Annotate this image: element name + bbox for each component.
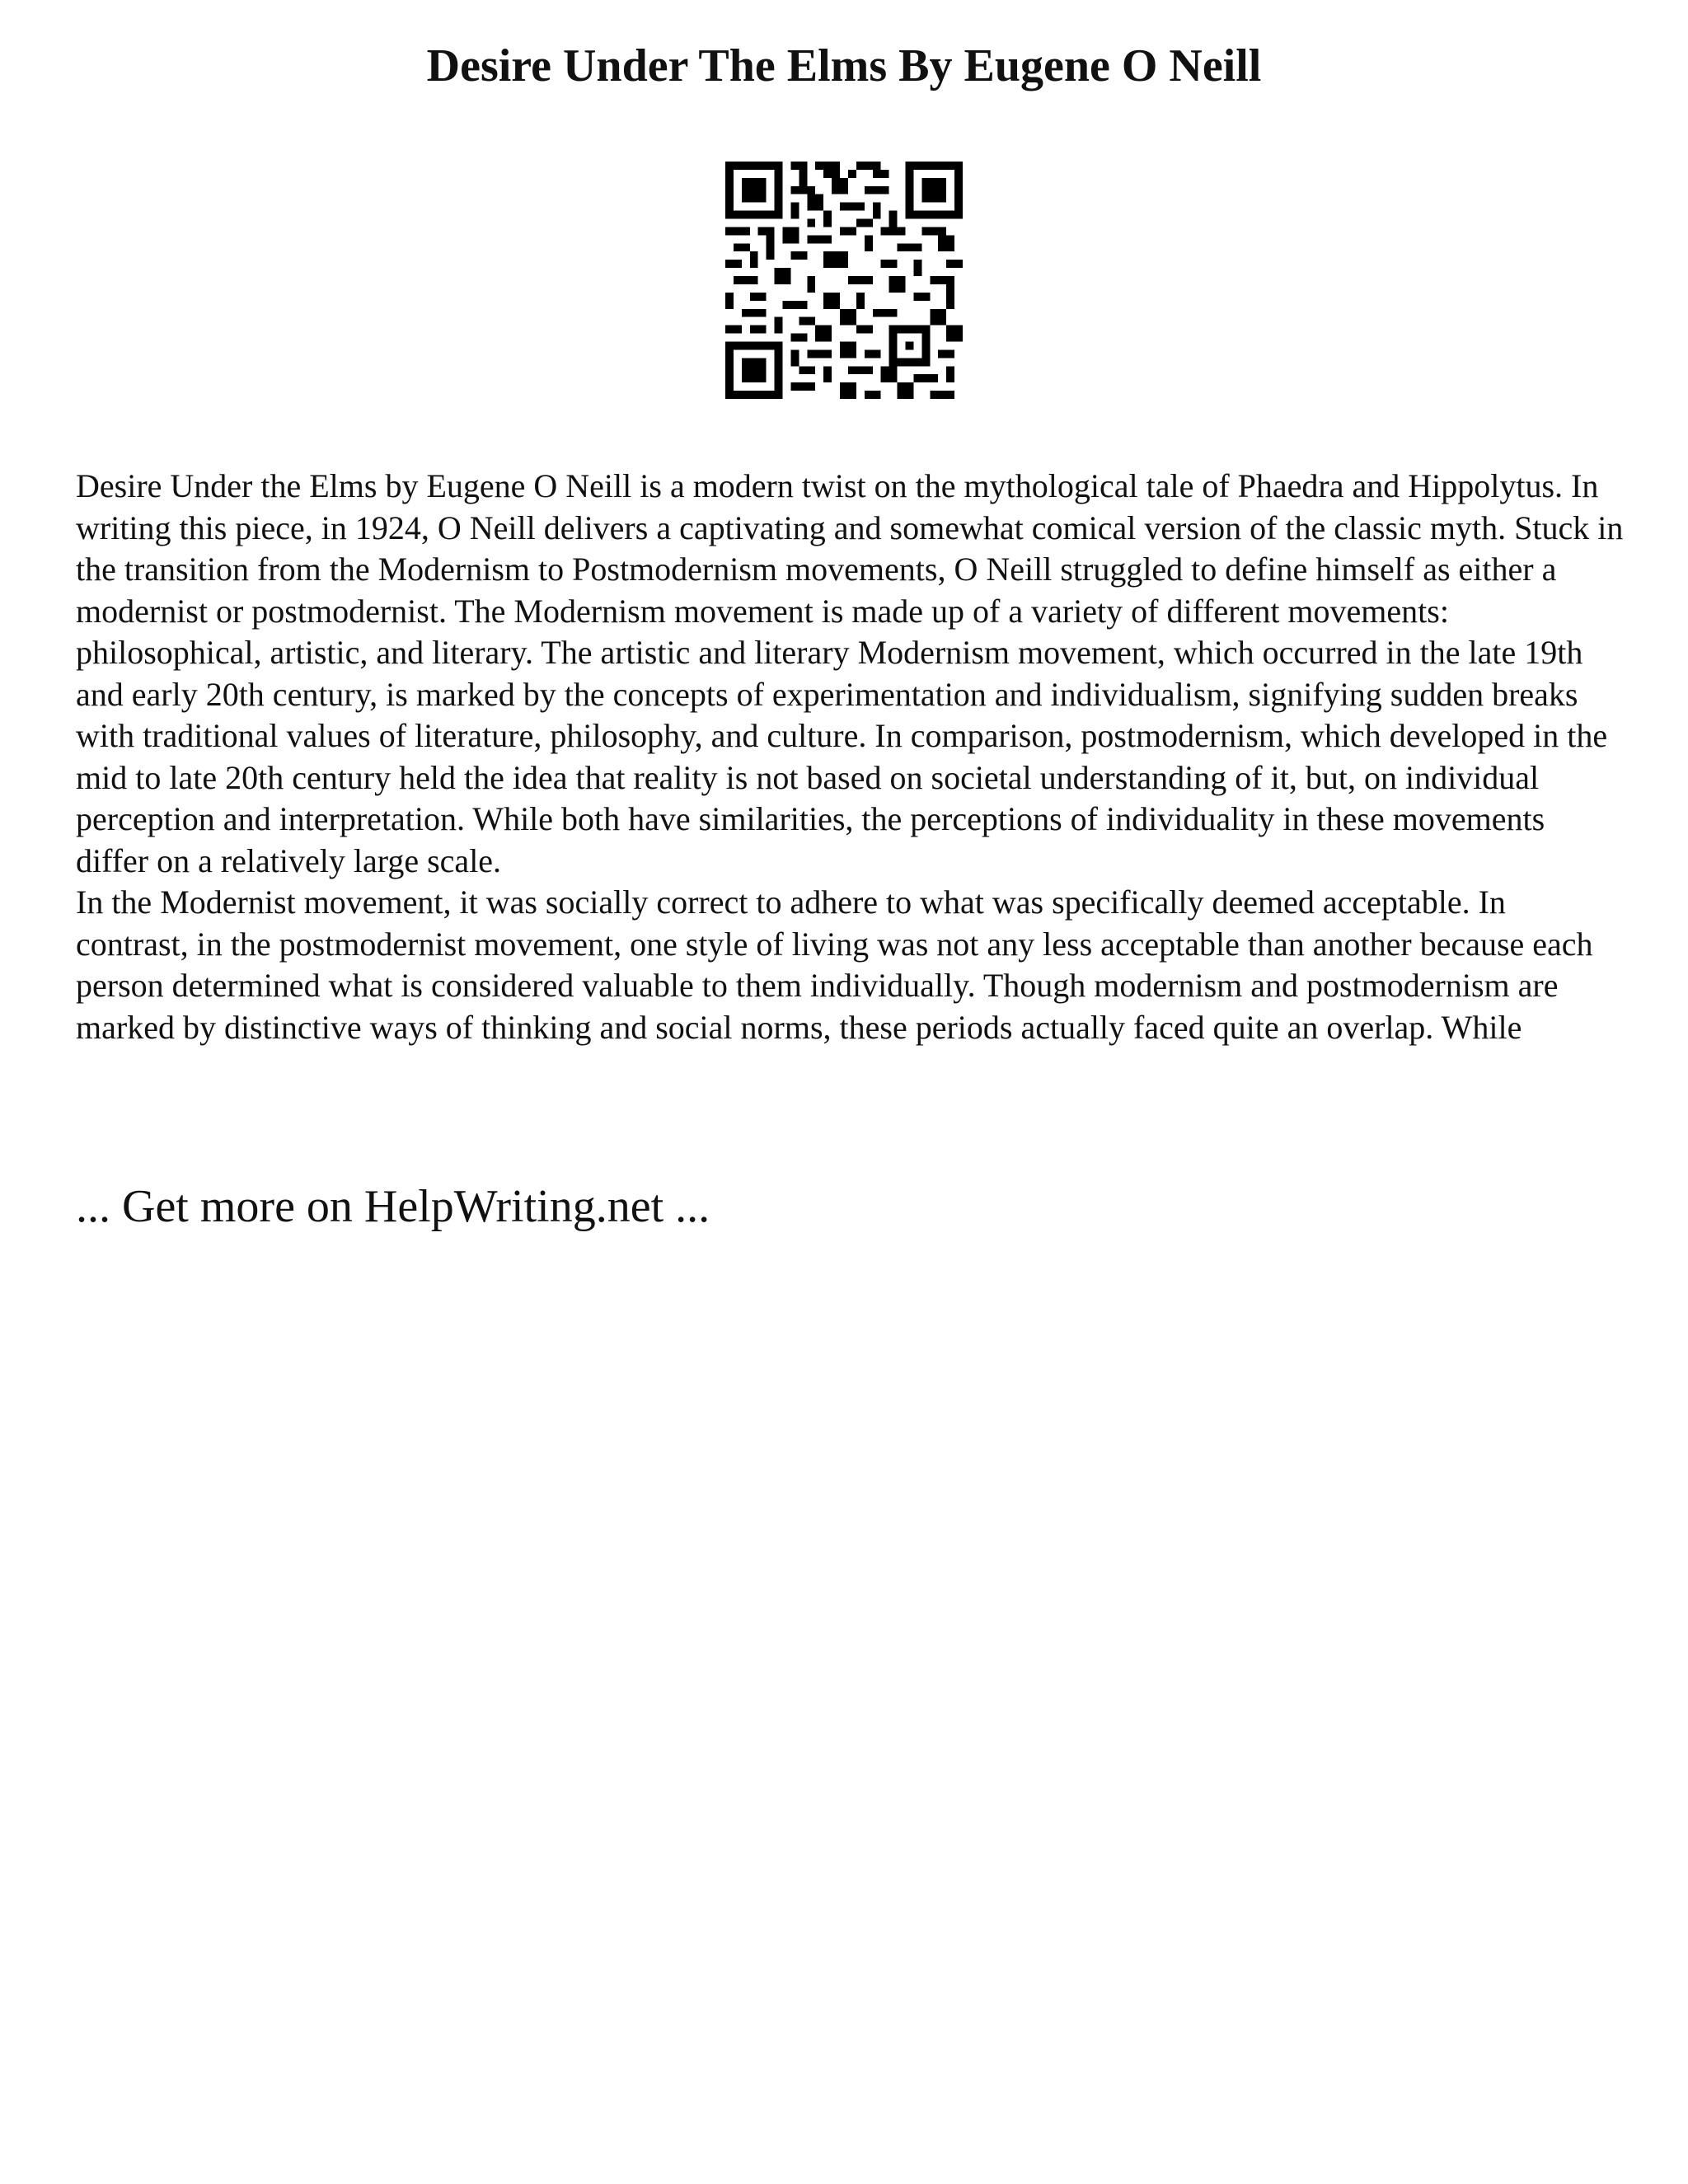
page-title: Desire Under The Elms By Eugene O Neill xyxy=(426,40,1262,91)
article-body xyxy=(76,466,1625,1048)
paragraph-2: In the Modernist movement, it was socially correct to adhere to what was specifically deemed acceptable. In contrast, in the postmodernist movement, one style of living was not any less acceptable than another because each person determined what is considered valuable to them individually. Though modernism and postmodernism are marked by distinctive ways of thinking and social norms, these periods actually faced quite an overlap. While xyxy=(76,883,1593,1046)
get-more-link[interactable]: ... Get more on HelpWriting.net ... xyxy=(76,1181,710,1232)
qr-code-icon xyxy=(725,162,963,399)
paragraph-1: Desire Under the Elms by Eugene O Neill is a modern twist on the mythological tale of Phaedra and Hippolytus. In writing this piece, in 1924, O Neill delivers a captivating and somewhat comical version of the classic myth. Stuck in the transition from the Modernism to Postmodernism movements, O Neill struggled to define himself as either a modernist or postmodernist. The Modernism movement is made up of a variety of different movements: philosophical, artistic, and literary. The artistic and literary Modernism movement, which occurred in the late 19th and early 20th century, is marked by the concepts of experimentation and individualism, signifying sudden breaks with traditional values of literature, philosophy, and culture. In comparison, postmodernism, which developed in the mid to late 20th century held the idea that reality is not based on societal understanding of it, but, on individual perception and interpretation. While both have similarities, the perceptions of individuality in these movements differ on a relatively large scale. xyxy=(76,467,1624,879)
